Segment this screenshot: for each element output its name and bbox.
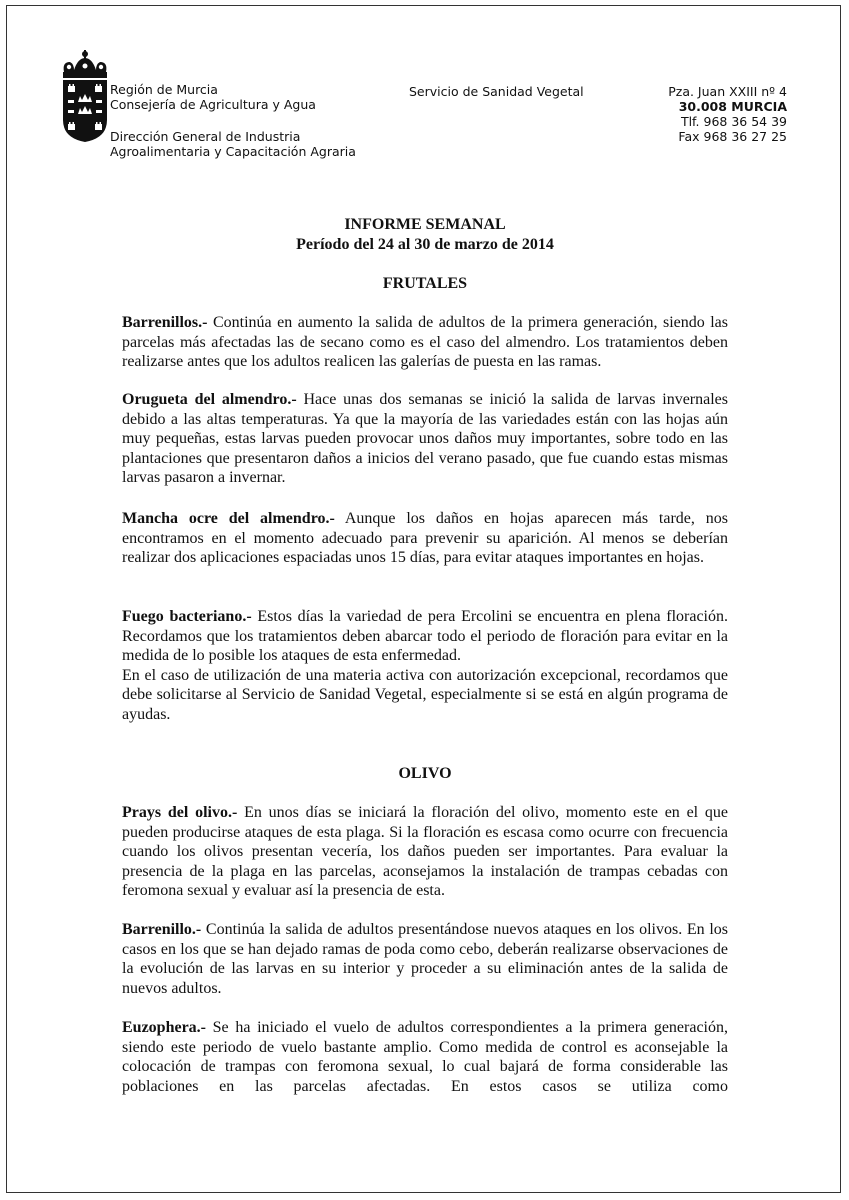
report-period: Período del 24 al 30 de marzo de 2014	[296, 236, 554, 253]
paragraph-label: Fuego bacteriano.-	[122, 608, 252, 625]
directorate-block	[110, 129, 356, 159]
paragraph-fuego-bacteriano	[122, 607, 728, 724]
paragraph-label: Euzophera.-	[122, 1019, 206, 1036]
paragraph-orugueta	[122, 390, 728, 488]
org-region: Región de Murcia	[110, 82, 218, 97]
paragraph-text: Estos días la variedad de pera Ercolini se encuentra en plena floración. Recordamos que los tratamientos deben abarcar todo el periodo de floración para evitar en la medida de lo posible los ataques de esta enfermedad.	[122, 608, 728, 664]
paragraph-barrenillo	[122, 920, 728, 998]
org-directorate-sub: Agroalimentaria y Capacitación Agraria	[110, 144, 356, 159]
address-fax: Fax 968 36 27 25	[678, 129, 787, 144]
organization-block	[110, 82, 316, 112]
paragraph-text: Continúa la salida de adultos presentándose nuevos ataques en los olivos. En los casos en los que se han dejado ramas de poda como cebo, deberán realizarse observaciones de la evolución de las larvas en su interior y proceder a su eliminación antes de la salida de nuevos adultos.	[122, 921, 728, 997]
address-phone: Tlf. 968 36 54 39	[680, 114, 787, 129]
paragraph-euzophera	[122, 1018, 728, 1096]
paragraph-mancha-ocre	[122, 509, 728, 568]
paragraph-label: Barrenillo.-	[122, 921, 202, 938]
paragraph-text: Aunque los daños en hojas aparecen más tarde, nos encontramos en el momento adecuado para prevenir su aparición. Al menos se deberían realizar dos aplicaciones espaciadas unos 15 días, para evitar ataques importantes en hojas.	[122, 510, 728, 566]
paragraph-label: Orugueta del almendro.-	[122, 391, 297, 408]
paragraph-text: Hace unas dos semanas se inició la salida de larvas invernales debido a las altas temperaturas. Ya que la mayoría de las variedades están con las hojas aún muy pequeñas, estas larvas pueden provocar unos daños muy importantes, sobre todo en las plantaciones que presentaron daños a inicios del verano pasado, que fue cuando estas mismas larvas pasaron a invernar.	[122, 391, 728, 486]
address-city: 30.008 MURCIA	[678, 99, 787, 114]
section-heading-olivo: OLIVO	[398, 765, 452, 782]
paragraph-label: Barrenillos.-	[122, 314, 208, 331]
address-block	[600, 84, 787, 144]
paragraph-prays	[122, 803, 728, 901]
section-heading-frutales: FRUTALES	[382, 275, 468, 292]
paragraph-label: Mancha ocre del almendro.-	[122, 510, 335, 527]
report-title: INFORME SEMANAL	[344, 216, 506, 233]
service-name: Servicio de Sanidad Vegetal	[409, 84, 584, 99]
paragraph-text-extra: En el caso de utilización de una materia activa con autorización excepcional, recordamos que debe solicitarse al Servicio de Sanidad Vegetal, especialmente si se está en algún programa de ayudas.	[122, 666, 728, 723]
org-ministry: Consejería de Agricultura y Agua	[110, 97, 316, 112]
paragraph-text: Se ha iniciado el vuelo de adultos correspondientes a la primera generación, siendo este periodo de vuelo bastante amplio. Como medida de control es aconsejable la colocación de trampas con feromona sexual, lo cual bajará de forma considerable las poblaciones en las parcelas afectadas. En estos casos se utiliza como	[122, 1019, 728, 1095]
paragraph-text: Continúa en aumento la salida de adultos de la primera generación, siendo las parcelas más afectadas las de secano como es el caso del almendro. Los tratamientos deben realizarse antes que los adultos realicen las galerías de puesta en las ramas.	[122, 314, 728, 370]
coat-of-arms-logo	[60, 50, 110, 142]
address-street: Pza. Juan XXIII nº 4	[668, 84, 787, 99]
report-title-block	[122, 215, 728, 255]
page-border	[6, 5, 841, 1193]
paragraph-barrenillos	[122, 313, 728, 372]
org-directorate: Dirección General de Industria	[110, 129, 301, 144]
paragraph-label: Prays del olivo.-	[122, 804, 238, 821]
paragraph-text: En unos días se iniciará la floración del olivo, momento este en el que pueden producirse ataques de esta plaga. Si la floración es escasa como ocurre con frecuencia cuando los olivos presentan vecería, los daños pueden ser importantes. Para evaluar la presencia de la plaga en las parcelas, aconsejamos la instalación de trampas cebadas con feromona sexual y evaluar así la presencia de esta.	[122, 804, 728, 899]
